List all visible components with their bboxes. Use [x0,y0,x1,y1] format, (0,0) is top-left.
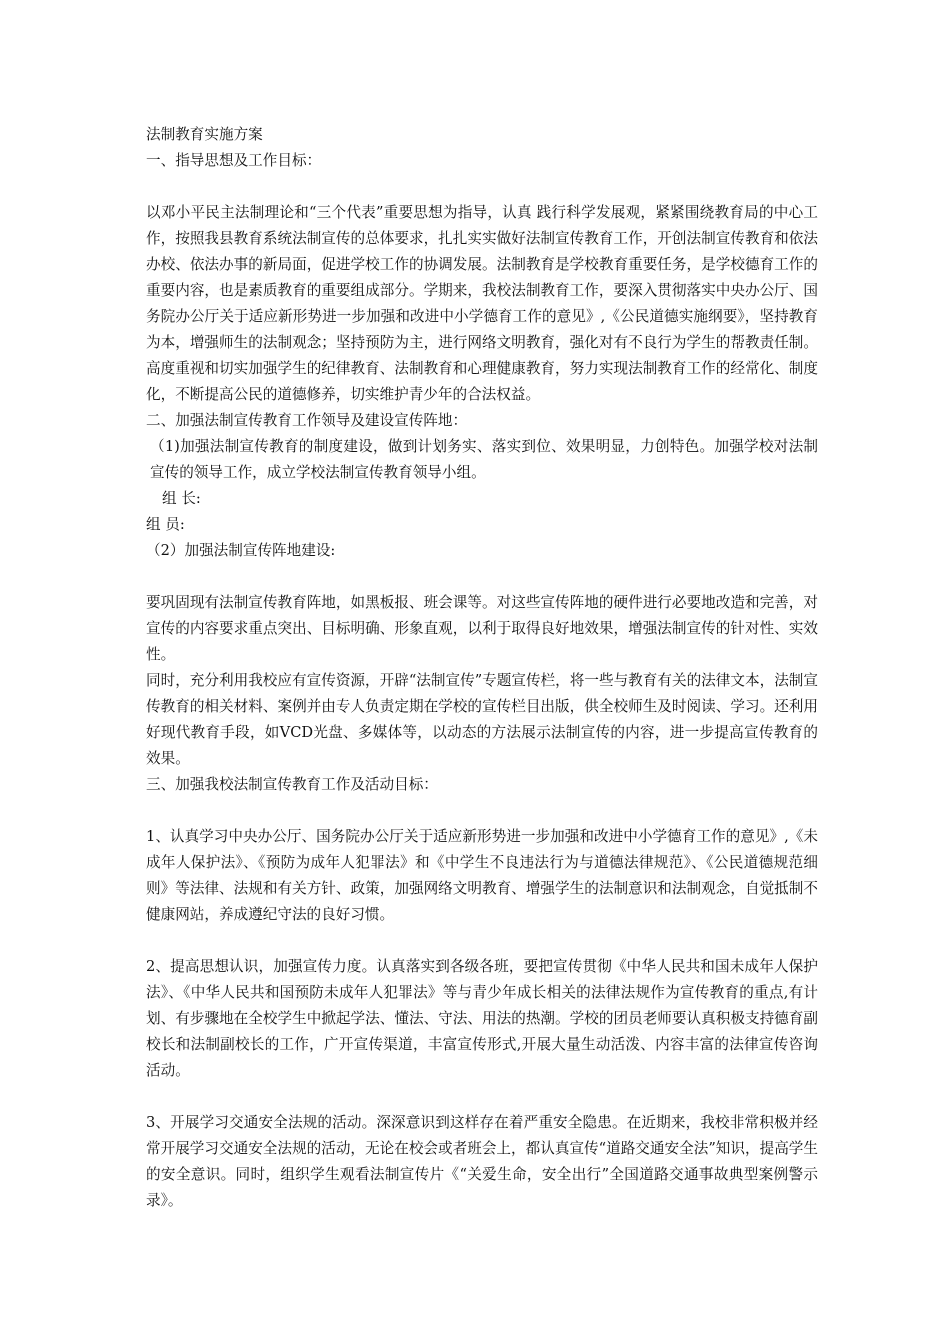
leader-label: 组 长: [162,490,201,507]
section-2-paragraph-1: 要巩固现有法制宣传教育阵地，如黑板报、班会课等。对这些宣传阵地的硬件进行必要地改造和完善，对宣传的内容要求重点突出、目标明确、形象直观，以利于取得良好地效果，增强法制宣传的针对性、实效性。 [146,594,818,663]
section-3-item-2: 2、提高思想认识，加强宣传力度。认真落实到各级各班，要把宣传贯彻《中华人民共和国未成年人保护法》、《中华人民共和国预防未成年人犯罪法》等与青少年成长相关的法律法规作为宣传教育的重点,有计划、有步骤地在全校学生中掀起学法、懂法、守法、用法的热潮。学校的团员老师要认真积极支持德育副校长和法制副校长的工作，广开宣传渠道，丰富宣传形式,开展大量生动活泼、内容丰富的法律宣传咨询活动。 [146,958,818,1079]
section-2-heading: 二、加强法制宣传教育工作领导及建设宣传阵地： [146,412,468,429]
document-title: 法制教育实施方案 [146,126,263,143]
section-3-item-1: 1、认真学习中央办公厅、国务院办公厅关于适应新形势进一步加强和改进中小学德育工作的意见》,《未成年人保护法》、《预防为成年人犯罪法》和《中学生不良违法行为与道德法律规范》、《公民道德规范细则》等法律、法规和有关方针、政策，加强网络文明教育、增强学生的法制意识和法制观念，自觉抵制不健康网站，养成遵纪守法的良好习惯。 [146,828,818,923]
section-2-item-1: （1)加强法制宣传教育的制度建设，做到计划务实、落实到位、效果明显，力创特色。加强学校对法制宣传的领导工作，成立学校法制宣传教育领导小组。 [150,438,818,481]
blank-line [146,798,818,824]
blank-line [146,928,818,954]
blank-line [146,174,818,200]
blank-line [146,1084,818,1110]
section-3-heading: 三、加强我校法制宣传教育工作及活动目标： [146,776,438,793]
blank-line [146,564,818,590]
section-2-paragraph-2: 同时，充分利用我校应有宣传资源，开辟“法制宣传”专题宣传栏，将一些与教育有关的法律文本，法制宣传教育的相关材料、案例并由专人负责定期在学校的宣传栏目出版，供全校师生及时阅读、学习。还利用好现代教育手段，如VCD光盘、多媒体等，以动态的方法展示法制宣传的内容，进一步提高宣传教育的效果。 [146,672,818,767]
section-2-item-2: （2）加强法制宣传阵地建设: [146,542,336,559]
section-1-paragraph: 以邓小平民主法制理论和“三个代表”重要思想为指导，认真 践行科学发展观，紧紧围绕教育局的中心工作，按照我县教育系统法制宣传的总体要求，扎扎实实做好法制宣传教育工作，开创法制宣传教育和依法办校、依法办事的新局面，促进学校工作的协调发展。法制教育是学校教育重要任务，是学校德育工作的重要内容，也是素质教育的重要组成部分。学期来，我校法制教育工作，要深入贯彻落实中央办公厅、国务院办公厅关于适应新形势进一步加强和改进中小学德育工作的意见》,《公民道德实施纲要》，坚持教育为本，增强师生的法制观念；坚持预防为主，进行网络文明教育，强化对有不良行为学生的帮教责任制。高度重视和切实加强学生的纪律教育、法制教育和心理健康教育，努力实现法制教育工作的经常化、制度化，不断提高公民的道德修养，切实维护青少年的合法权益。 [146,204,818,403]
member-label: 组 员: [146,516,185,533]
document-body [146,122,818,1214]
section-1-heading: 一、指导思想及工作目标： [146,152,322,169]
section-3-item-3: 3、开展学习交通安全法规的活动。深深意识到这样存在着严重安全隐患。在近期来，我校非常积极并经常开展学习交通安全法规的活动，无论在校会或者班会上，都认真宣传“道路交通安全法”知识，提高学生的安全意识。同时，组织学生观看法制宣传片《“关爱生命，安全出行”全国道路交通事故典型案例警示录》。 [146,1114,818,1209]
